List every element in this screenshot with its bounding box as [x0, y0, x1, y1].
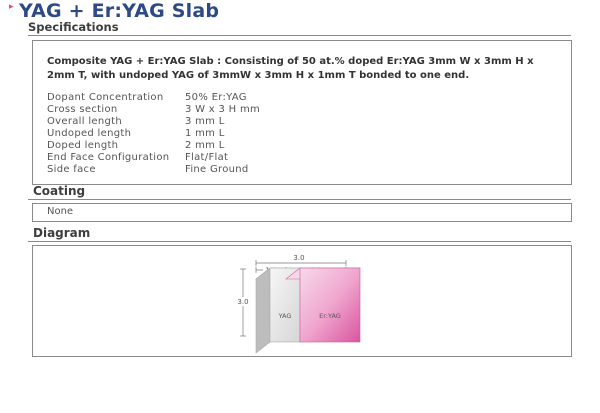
spec-key: Cross section [47, 104, 118, 115]
specifications-heading: Specifications [28, 20, 119, 34]
coating-panel [32, 203, 572, 222]
title-bullet-icon: ▸ [9, 2, 14, 12]
dim-total-label: 3.0 [293, 254, 305, 262]
page-title: YAG + Er:YAG Slab [19, 0, 220, 22]
spec-value: 3 mm L [185, 116, 225, 127]
spec-value: 3 W x 3 H mm [185, 104, 261, 115]
spec-description: Composite YAG + Er:YAG Slab : Consisting of 50 at.% doped Er:YAG 3mm W x 3mm H x 2mm T, with undoped YAG of 3mmW x 3mm H x 1mm T bonded to one end. [47, 56, 534, 81]
spec-value: 1 mm L [185, 128, 225, 139]
spec-key: Dopant Concentration [47, 92, 164, 103]
spec-key: Undoped length [47, 128, 132, 139]
spec-value: 2 mm L [185, 140, 225, 151]
spec-key: Overall length [47, 116, 122, 127]
divider [28, 241, 571, 242]
spec-value: 50% Er:YAG [185, 92, 247, 103]
coating-value: None [47, 206, 74, 217]
spec-key: End Face Configuration [47, 152, 170, 163]
dim-height-label: 3.0 [237, 298, 249, 306]
yag-side-face [256, 268, 270, 353]
diagram-panel [32, 245, 572, 357]
specifications-panel [32, 40, 572, 185]
spec-value: Flat/Flat [185, 152, 229, 163]
coating-heading: Coating [33, 184, 86, 198]
er-yag-label: Er:YAG [319, 312, 341, 320]
er-yag-front-face [300, 268, 360, 342]
slab-diagram [33, 246, 571, 356]
spec-key: Doped length [47, 140, 119, 151]
diagram-heading: Diagram [33, 226, 91, 240]
divider [28, 35, 571, 36]
spec-key: Side face [47, 164, 96, 175]
spec-value: Fine Ground [185, 164, 249, 175]
yag-label: YAG [278, 312, 292, 320]
divider [28, 199, 571, 200]
